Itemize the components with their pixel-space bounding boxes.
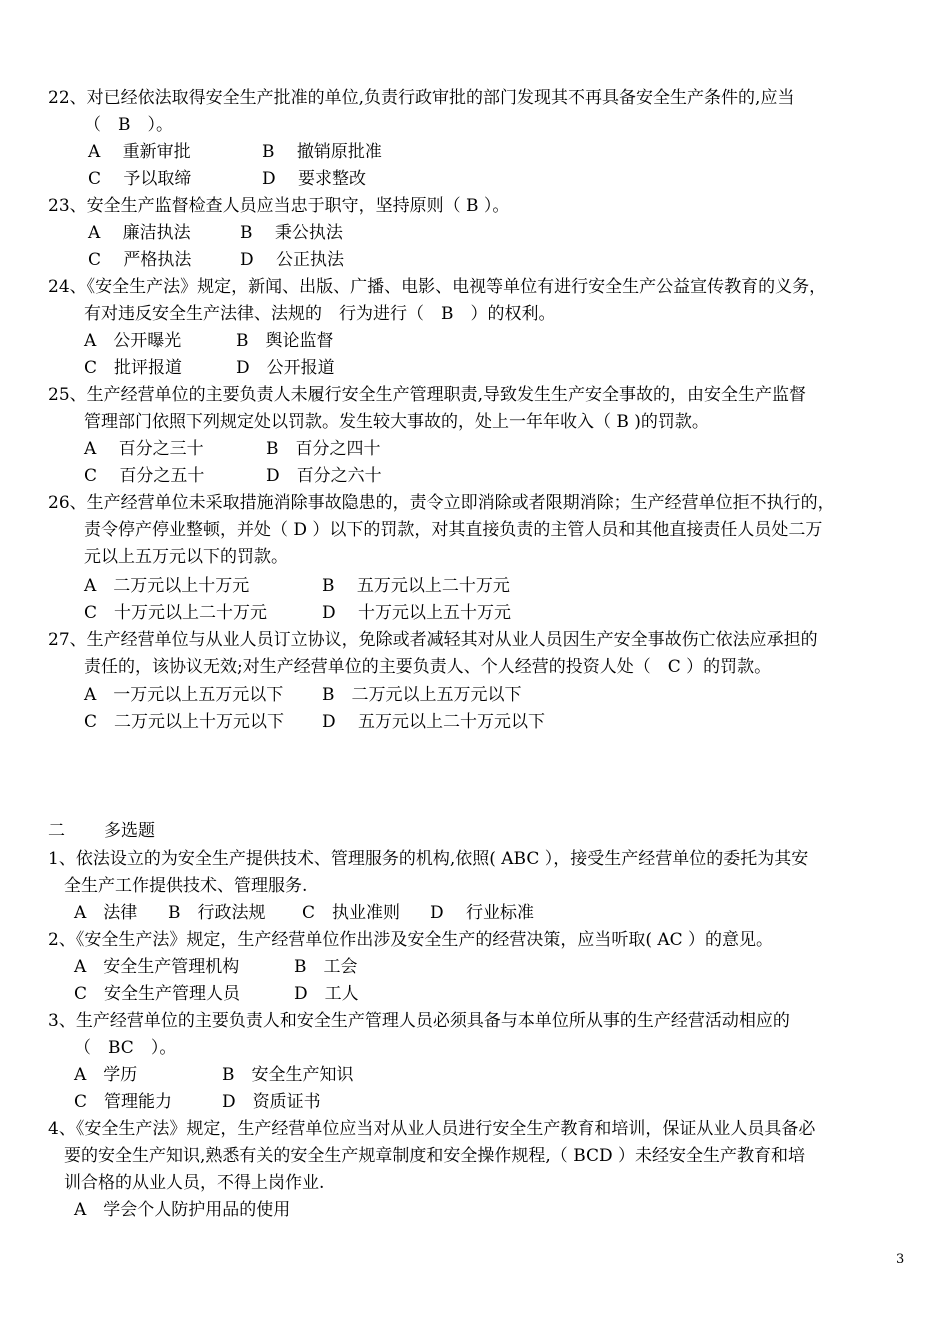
multi-option-3-a: A 学历: [74, 1065, 138, 1085]
question-24-line-1: 24、《安全生产法》规定，新闻、出版、广播、电影、电视等单位有进行安全生产公益宣传教育的义务，: [48, 277, 827, 297]
option-26-d: D 十万元以上五十万元: [322, 603, 512, 623]
option-22-b: B 撤销原批准: [262, 142, 382, 162]
option-23-a: A 廉洁执法: [88, 223, 191, 243]
question-22-line-1: 22、对已经依法取得安全生产批准的单位,负责行政审批的部门发现其不再具备安全生产条件的,应当: [48, 88, 795, 108]
question-23-line-1: 23、安全生产监督检查人员应当忠于职守，坚持原则（ B ）。: [48, 196, 510, 216]
option-26-c: C 十万元以上二十万元: [84, 603, 268, 623]
multi-option-2-b: B 工会: [294, 957, 358, 977]
question-25-line-1: 25、生产经营单位的主要负责人未履行安全生产管理职责,导致发生生产安全事故的，由安全生产监督: [48, 385, 807, 405]
option-22-d: D 要求整改: [262, 169, 367, 189]
option-24-d: D 公开报道: [236, 358, 335, 378]
multi-option-1-b: B 行政法规: [168, 903, 266, 923]
multi-option-1-d: D 行业标准: [430, 903, 535, 923]
option-27-a: A 一万元以上五万元以下: [84, 685, 284, 705]
question-27-line-2: 责任的，该协议无效;对生产经营单位的主要负责人、个人经营的投资人处（ C ）的罚款。: [84, 657, 772, 677]
question-27-line-1: 27、生产经营单位与从业人员订立协议，免除或者减轻其对从业人员因生产安全事故伤亡依法应承担的: [48, 630, 818, 650]
multi-question-4-line-3: 训合格的从业人员，不得上岗作业.: [64, 1173, 325, 1193]
section-heading-number: 二: [48, 821, 65, 841]
multi-option-2-a: A 安全生产管理机构: [74, 957, 240, 977]
multi-question-1-line-1: 1、依法设立的为安全生产提供技术、管理服务的机构,依照( ABC ），接受生产经营单位的委托为其安: [48, 849, 809, 869]
section-heading-title: 多选题: [104, 821, 155, 841]
option-24-b: B 舆论监督: [236, 331, 334, 351]
option-27-c: C 二万元以上十万元以下: [84, 712, 285, 732]
option-25-a: A 百分之三十: [84, 439, 204, 459]
multi-question-4-line-2: 要的安全生产知识,熟悉有关的安全生产规章制度和安全操作规程,（ BCD ）未经安全生产教育和培: [64, 1146, 806, 1166]
multi-option-3-b: B 安全生产知识: [222, 1065, 354, 1085]
option-22-a: A 重新审批: [88, 142, 191, 162]
option-24-a: A 公开曝光: [84, 331, 182, 351]
option-24-c: C 批评报道: [84, 358, 183, 378]
multi-option-2-d: D 工人: [294, 984, 359, 1004]
question-25-line-2: 管理部门依照下列规定处以罚款。发生较大事故的，处上一年年收入（ B )的罚款。: [84, 412, 709, 432]
multi-question-1-line-2: 全生产工作提供技术、管理服务.: [64, 876, 308, 896]
option-25-c: C 百分之五十: [84, 466, 205, 486]
multi-option-4-a: A 学会个人防护用品的使用: [74, 1200, 291, 1220]
multi-option-1-a: A 法律: [74, 903, 138, 923]
option-26-a: A 二万元以上十万元: [84, 576, 250, 596]
question-22-line-2: （ B ）。: [84, 115, 173, 135]
question-26-line-1: 26、生产经营单位未采取措施消除事故隐患的，责令立即消除或者限期消除；生产经营单位拒不执行的，: [48, 493, 835, 513]
option-25-d: D 百分之六十: [266, 466, 382, 486]
multi-question-3-line-1: 3、生产经营单位的主要负责人和安全生产管理人员必须具备与本单位所从事的生产经营活动相应的: [48, 1011, 790, 1031]
question-26-line-3: 元以上五万元以下的罚款。: [84, 547, 288, 567]
multi-option-3-c: C 管理能力: [74, 1092, 173, 1112]
option-23-d: D 公正执法: [240, 250, 345, 270]
multi-option-1-c: C 执业准则: [302, 903, 401, 923]
page-number: 3: [896, 1252, 905, 1267]
option-22-c: C 予以取缔: [88, 169, 192, 189]
option-26-b: B 五万元以上二十万元: [322, 576, 510, 596]
option-23-b: B 秉公执法: [240, 223, 343, 243]
option-27-b: B 二万元以上五万元以下: [322, 685, 522, 705]
multi-option-3-d: D 资质证书: [222, 1092, 321, 1112]
multi-question-4-line-1: 4、《安全生产法》规定，生产经营单位应当对从业人员进行安全生产教育和培训，保证从业人员具备必: [48, 1119, 816, 1139]
option-25-b: B 百分之四十: [266, 439, 381, 459]
multi-question-2-line-1: 2、《安全生产法》规定，生产经营单位作出涉及安全生产的经营决策，应当听取( AC ）的意见。: [48, 930, 774, 950]
option-27-d: D 五万元以上二十万元以下: [322, 712, 546, 732]
multi-question-3-line-2: （ BC ）。: [74, 1038, 177, 1058]
option-23-c: C 严格执法: [88, 250, 192, 270]
question-24-line-2: 有对违反安全生产法律、法规的 行为进行（ B ）的权利。: [84, 304, 556, 324]
multi-option-2-c: C 安全生产管理人员: [74, 984, 241, 1004]
question-26-line-2: 责令停产停业整顿，并处（ D ）以下的罚款，对其直接负责的主管人员和其他直接责任人员处二万: [84, 520, 823, 540]
